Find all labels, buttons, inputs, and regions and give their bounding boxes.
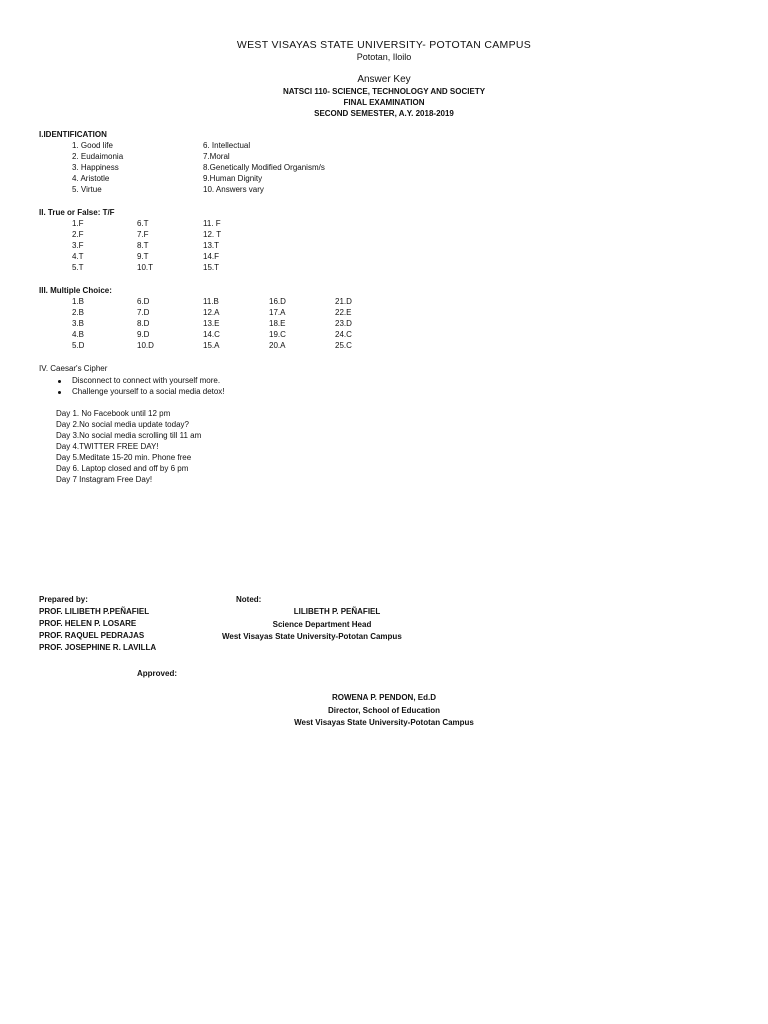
identification-answer: 3. Happiness bbox=[72, 163, 119, 172]
true-false-answer: 3.F bbox=[72, 241, 84, 250]
detox-day: Day 1. No Facebook until 12 pm bbox=[56, 409, 171, 418]
preparer-name: PROF. RAQUEL PEDRAJAS bbox=[39, 631, 145, 640]
identification-answer: 7.Moral bbox=[203, 152, 230, 161]
true-false-heading: II. True or False: T/F bbox=[39, 208, 115, 217]
multiple-choice-answer: 10.D bbox=[137, 341, 154, 350]
university-name: WEST VISAYAS STATE UNIVERSITY- POTOTAN CAMPUS bbox=[236, 39, 532, 51]
multiple-choice-answer: 14.C bbox=[203, 330, 220, 339]
true-false-answer: 6.T bbox=[137, 219, 149, 228]
cipher-bullet: Challenge yourself to a social media detox! bbox=[72, 387, 225, 396]
identification-answer: 6. Intellectual bbox=[203, 141, 251, 150]
true-false-answer: 12. T bbox=[203, 230, 222, 239]
semester-line: SECOND SEMESTER, A.Y. 2018-2019 bbox=[314, 109, 454, 118]
true-false-answer: 5.T bbox=[72, 263, 84, 272]
multiple-choice-answer: 25.C bbox=[335, 341, 352, 350]
multiple-choice-answer: 7.D bbox=[137, 308, 150, 317]
multiple-choice-answer: 8.D bbox=[137, 319, 150, 328]
noted-org: West Visayas State University-Pototan Campus bbox=[222, 632, 402, 641]
detox-day: Day 6. Laptop closed and off by 6 pm bbox=[56, 464, 189, 473]
true-false-answer: 13.T bbox=[203, 241, 220, 250]
campus-location: Pototan, Iloilo bbox=[356, 52, 412, 62]
multiple-choice-answer: 19.C bbox=[269, 330, 286, 339]
true-false-answer: 2.F bbox=[72, 230, 84, 239]
true-false-answer: 11. F bbox=[203, 219, 221, 228]
true-false-answer: 4.T bbox=[72, 252, 84, 261]
multiple-choice-answer: 12.A bbox=[203, 308, 220, 317]
multiple-choice-answer: 23.D bbox=[335, 319, 352, 328]
true-false-answer: 14.F bbox=[203, 252, 220, 261]
identification-answer: 2. Eudaimonia bbox=[72, 152, 124, 161]
multiple-choice-answer: 6.D bbox=[137, 297, 150, 306]
preparer-name: PROF. LILIBETH P.PEÑAFIEL bbox=[39, 607, 150, 616]
multiple-choice-answer: 20.A bbox=[269, 341, 286, 350]
multiple-choice-answer: 16.D bbox=[269, 297, 286, 306]
true-false-answer: 1.F bbox=[72, 219, 84, 228]
course-title: NATSCI 110- SCIENCE, TECHNOLOGY AND SOCIETY bbox=[282, 87, 486, 96]
detox-day: Day 5.Meditate 15-20 min. Phone free bbox=[56, 453, 192, 462]
multiple-choice-answer: 1.B bbox=[72, 297, 85, 306]
multiple-choice-answer: 24.C bbox=[335, 330, 352, 339]
multiple-choice-answer: 4.B bbox=[72, 330, 85, 339]
identification-answer: 10. Answers vary bbox=[203, 185, 264, 194]
document-title: Answer Key bbox=[357, 74, 411, 85]
multiple-choice-answer: 5.D bbox=[72, 341, 85, 350]
multiple-choice-answer: 2.B bbox=[72, 308, 85, 317]
identification-answer: 5. Virtue bbox=[72, 185, 102, 194]
true-false-answer: 15.T bbox=[203, 263, 220, 272]
true-false-answer: 8.T bbox=[137, 241, 149, 250]
multiple-choice-heading: III. Multiple Choice: bbox=[39, 286, 112, 295]
multiple-choice-answer: 17.A bbox=[269, 308, 286, 317]
multiple-choice-answer: 13.E bbox=[203, 319, 220, 328]
multiple-choice-answer: 21.D bbox=[335, 297, 352, 306]
multiple-choice-answer: 22.E bbox=[335, 308, 352, 317]
detox-day: Day 7 Instagram Free Day! bbox=[56, 475, 153, 484]
multiple-choice-answer: 3.B bbox=[72, 319, 85, 328]
preparer-name: PROF. JOSEPHINE R. LAVILLA bbox=[39, 643, 157, 652]
true-false-answer: 7.F bbox=[137, 230, 149, 239]
detox-day: Day 3.No social media scrolling till 11 am bbox=[56, 431, 202, 440]
bullet-icon bbox=[58, 380, 61, 383]
identification-answer: 4. Aristotle bbox=[72, 174, 110, 183]
approver-org: West Visayas State University-Pototan Campus bbox=[294, 718, 474, 727]
approved-label: Approved: bbox=[137, 669, 177, 678]
identification-answer: 1. Good life bbox=[72, 141, 113, 150]
noted-title: Science Department Head bbox=[272, 620, 372, 629]
preparer-name: PROF. HELEN P. LOSARE bbox=[39, 619, 137, 628]
multiple-choice-answer: 9.D bbox=[137, 330, 150, 339]
identification-answer: 8.Genetically Modified Organism/s bbox=[203, 163, 325, 172]
true-false-answer: 9.T bbox=[137, 252, 149, 261]
cipher-heading: IV. Caesar's Cipher bbox=[39, 364, 108, 373]
bullet-icon bbox=[58, 391, 61, 394]
exam-title: FINAL EXAMINATION bbox=[343, 98, 425, 107]
noted-label: Noted: bbox=[236, 595, 262, 604]
true-false-answer: 10.T bbox=[137, 263, 154, 272]
cipher-bullet: Disconnect to connect with yourself more. bbox=[72, 376, 221, 385]
detox-day: Day 2.No social media update today? bbox=[56, 420, 189, 429]
multiple-choice-answer: 15.A bbox=[203, 341, 220, 350]
identification-answer: 9.Human Dignity bbox=[203, 174, 263, 183]
identification-heading: I.IDENTIFICATION bbox=[39, 130, 107, 139]
multiple-choice-answer: 11.B bbox=[203, 297, 219, 306]
noted-name: LILIBETH P. PEÑAFIEL bbox=[293, 607, 381, 616]
prepared-by-label: Prepared by: bbox=[39, 595, 88, 604]
approver-title: Director, School of Education bbox=[327, 706, 440, 715]
multiple-choice-answer: 18.E bbox=[269, 319, 286, 328]
detox-day: Day 4.TWITTER FREE DAY! bbox=[56, 442, 159, 451]
approver-name: ROWENA P. PENDON, Ed.D bbox=[331, 693, 436, 702]
